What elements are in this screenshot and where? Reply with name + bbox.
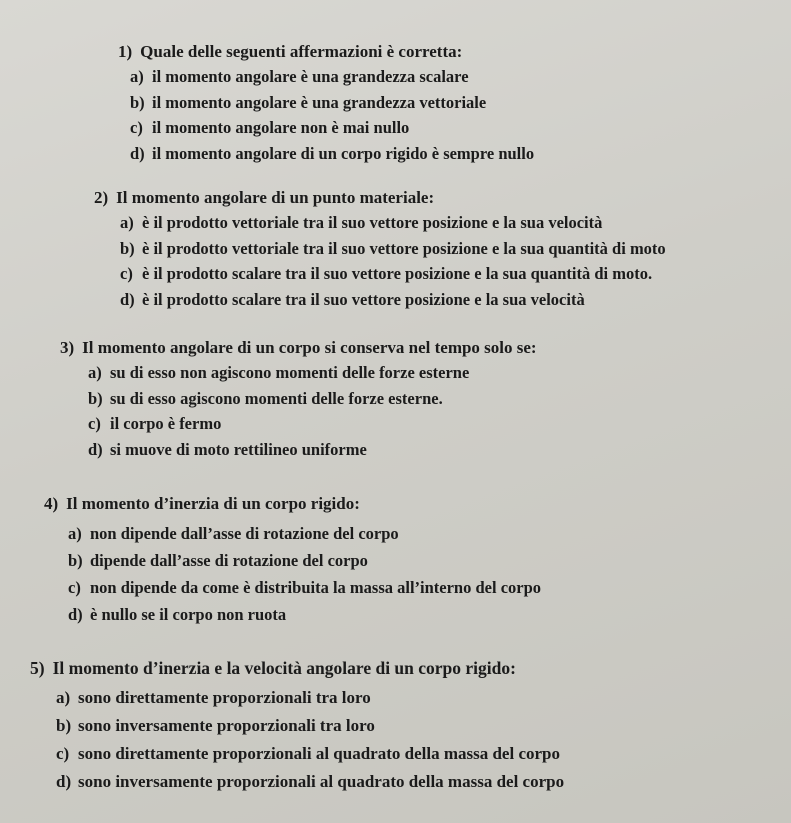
option-letter: c) (120, 264, 133, 283)
question-5-option-d (56, 768, 790, 796)
option-text: non dipende da come è distribuita la massa all’interno del corpo (90, 578, 542, 597)
option-text: dipende dall’asse di rotazione del corpo (90, 551, 368, 570)
option-text: è nullo se il corpo non ruota (90, 605, 287, 624)
option-letter: b) (68, 551, 83, 570)
question-2-option-d (120, 287, 791, 313)
option-text: è il prodotto scalare tra il suo vettore posizione e la sua quantità di moto. (142, 264, 653, 283)
option-text: il corpo è fermo (110, 414, 222, 433)
option-letter: b) (56, 716, 72, 735)
question-1-number: 1) (118, 42, 133, 61)
question-3-text (60, 336, 791, 360)
question-5-option-c (56, 740, 790, 768)
question-1-option-d (130, 141, 791, 167)
option-letter: a) (130, 67, 144, 86)
option-letter: c) (130, 118, 143, 137)
option-letter: b) (120, 238, 135, 258)
option-letter: d) (130, 143, 145, 163)
question-5-option-a (56, 684, 790, 712)
option-letter: d) (68, 605, 83, 624)
question-4-option-b (68, 547, 791, 574)
question-1 (118, 40, 791, 166)
question-3-option-d (88, 437, 791, 463)
question-4-option-a (68, 520, 791, 547)
question-3-prompt: Il momento angolare di un corpo si conserva nel tempo solo se: (82, 338, 537, 357)
question-4-prompt: Il momento d’inerzia di un corpo rigido: (66, 494, 360, 513)
question-5-option-b (56, 712, 790, 740)
question-4-text (44, 492, 791, 516)
option-text: il momento angolare è una grandezza vettoriale (152, 92, 487, 112)
option-text: sono inversamente proporzionali tra loro (78, 716, 375, 735)
option-text: sono direttamente proporzionali tra loro (78, 688, 371, 707)
option-text: su di esso agiscono momenti delle forze esterne. (110, 388, 443, 408)
option-text: il momento angolare di un corpo rigido è sempre nullo (152, 143, 535, 163)
option-letter: a) (56, 688, 71, 707)
question-5 (30, 656, 790, 796)
question-4 (44, 492, 791, 628)
option-text: si muove di moto rettilineo uniforme (110, 439, 367, 459)
option-letter: a) (68, 524, 82, 543)
option-letter: b) (130, 92, 145, 112)
question-3 (60, 336, 791, 462)
option-letter: a) (88, 363, 102, 382)
option-text: il momento angolare non è mai nullo (152, 118, 410, 137)
option-text: è il prodotto vettoriale tra il suo vettore posizione e la sua velocità (142, 213, 603, 232)
question-2-number: 2) (94, 188, 109, 207)
question-2-text (94, 186, 791, 210)
option-text: è il prodotto vettoriale tra il suo vettore posizione e la sua quantità di moto (142, 238, 666, 258)
question-1-prompt: Quale delle seguenti affermazioni è corretta: (140, 42, 463, 61)
option-letter: d) (120, 289, 135, 309)
question-3-option-b (88, 386, 791, 412)
question-5-text (30, 656, 790, 680)
question-2-option-a (120, 210, 791, 236)
option-text: non dipende dall’asse di rotazione del corpo (90, 524, 399, 543)
option-letter: b) (88, 388, 103, 408)
question-4-number: 4) (44, 494, 59, 513)
option-text: sono direttamente proporzionali al quadrato della massa del corpo (78, 744, 560, 763)
option-letter: d) (88, 439, 103, 459)
option-letter: a) (120, 213, 134, 232)
question-1-option-c (130, 115, 791, 141)
question-2 (94, 186, 791, 312)
question-2-option-c (120, 261, 791, 287)
option-text: su di esso non agiscono momenti delle forze esterne (110, 363, 470, 382)
question-5-number: 5) (30, 658, 45, 678)
question-4-option-c (68, 574, 791, 601)
option-letter: d) (56, 772, 72, 791)
question-3-option-c (88, 411, 791, 437)
question-2-option-b (120, 236, 791, 262)
question-3-number: 3) (60, 338, 75, 357)
option-letter: c) (88, 414, 101, 433)
option-text: è il prodotto scalare tra il suo vettore posizione e la sua velocità (142, 289, 585, 309)
option-text: sono inversamente proporzionali al quadrato della massa del corpo (78, 772, 565, 791)
question-2-prompt: Il momento angolare di un punto materiale: (116, 188, 435, 207)
question-1-option-a (130, 64, 791, 90)
option-letter: c) (56, 744, 70, 763)
question-4-option-d (68, 601, 791, 628)
question-3-option-a (88, 360, 791, 386)
question-1-text (118, 40, 791, 64)
question-1-option-b (130, 90, 791, 116)
option-text: il momento angolare è una grandezza scalare (152, 67, 469, 86)
option-letter: c) (68, 578, 81, 597)
question-5-prompt: Il momento d’inerzia e la velocità angolare di un corpo rigido: (52, 658, 516, 678)
